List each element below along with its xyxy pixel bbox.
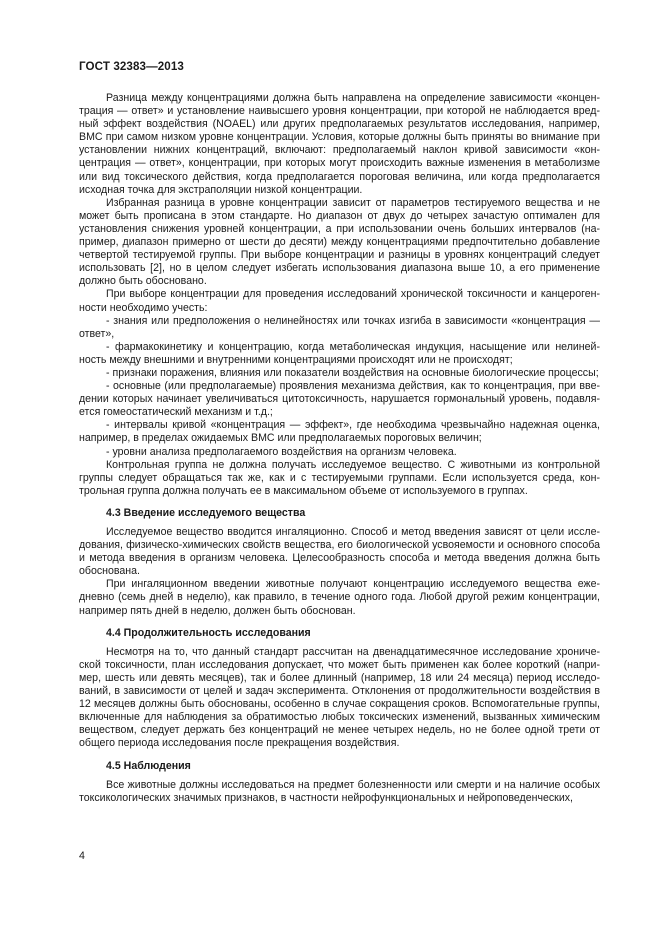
paragraph-concentration-differences: Разница между концентрациями должна быть направлена на определение зависимости «концентрация — ответ» и установление наивысшего уровня концентрации, при которой не наблюдается вредный эффект воздействия (NOAEL) или других предполагаемых результатов исследования, например, ВМС при самом низком уровне концентрации. Условия, которые должны быть приняты во внимание при установлении нижних концентраций, включают: предполагаемый наклон кривой зависимости «концентрация — ответ», концентрации, при которых могут происходить важные изменения в метаболизме или вид токсического действия, когда предполагается пороговая величина, или когда предполагается исходная точка для экстраполяции низкой концентрации.: [79, 92, 600, 196]
list-item: - фармакокинетику и концентрацию, когда метаболическая индукция, насыщение или нелинейность между внешними и внутренними концентрациями происходят или не происходят;: [79, 340, 600, 366]
section-heading-4-3: 4.3 Введение исследуемого вещества: [106, 506, 306, 519]
document-body: [79, 92, 600, 805]
paragraph-concentration-range: Избранная разница в уровне концентрации зависит от параметров тестируемого вещества и не может быть прописана в этом стандарте. Но диапазон от двух до четырех зачастую оптимален для установления снижения уровней концентрации, а при использовании очень больших интервалов (например, диапазон примерно от шести до десяти) между концентрациями предпочтительно добавление четвертой тестируемой группы. При выборе концентрации и разницы в уровнях концентраций следует использовать [2], но в целом следует избегать использования диапазона выше 10, а его применение должно быть обосновано.: [79, 196, 600, 288]
page-number: 4: [79, 850, 85, 862]
paragraph-observations: Все животные должны исследоваться на предмет болезненности или смерти и на наличие особых токсикологических значимых признаков, в частности нейрофункциональных и нейроповеденческих,: [79, 778, 600, 804]
list-item: - признаки поражения, влияния или показатели воздействия на основные биологические процессы;: [106, 366, 599, 379]
paragraph-control-group: Контрольная группа не должна получать исследуемое вещество. С животными из контрольной группы следует обращаться так же, как и с тестируемыми группами. Если используется среда, контрольная группа должна получать ее в максимальном объеме от используемого в группах.: [79, 458, 600, 497]
paragraph-study-duration: Несмотря на то, что данный стандарт рассчитан на двенадцатимесячное исследование хронической токсичности, план исследования допускает, что может быть применен как более короткий (например, шесть или девять месяцев), так и более длинный (например, 18 или 24 месяца) период исследований, в зависимости от целей и задач эксперимента. Отклонения от продолжительности воздействия в 12 месяцев должны быть обоснованы, особенно в случае сокращения сроков. Вспомогательные группы, включенные для наблюдения за обратимостью любых токсических изменений, вызванных химическим веществом, следует держать без концентраций не менее четырех недель, но не более одной трети от общего периода исследования после прекращения воздействия.: [79, 645, 600, 750]
paragraph-selection-criteria: При выборе концентрации для проведения исследований хронической токсичности и канцерогенности необходимо учесть:: [79, 288, 600, 314]
paragraph-administration-method: Исследуемое вещество вводится ингаляционно. Способ и метод введения зависят от цели исследования, физическо-химических свойств вещества, его биологической усвояемости и основного способа и метода введения в организм человека. Целесообразность способа и метода введения должна быть обоснована.: [79, 526, 600, 578]
list-item: - уровни анализа предполагаемого воздействия на организм человека.: [106, 445, 457, 458]
section-heading-4-4: 4.4 Продолжительность исследования: [106, 626, 311, 639]
section-heading-4-5: 4.5 Наблюдения: [106, 759, 191, 772]
list-item: - интервалы кривой «концентрация — эффект», где необходима чрезвычайно надежная оценка, например, в пределах ожидаемых ВМС или предполагаемых пороговых величин;: [79, 419, 600, 445]
document-code-header: ГОСТ 32383—2013: [79, 60, 184, 73]
paragraph-inhalation-regime: При ингаляционном введении животные получают концентрацию исследуемого вещества ежедневно (семь дней в неделю), как правило, в течение одного года. Любой другой режим концентрации, например пять дней в неделю, должен быть обоснован.: [79, 578, 600, 617]
list-item: - основные (или предполагаемые) проявления механизма действия, как то концентрация, при введении которых начинает увеличиваться цитотоксичность, нарушается гормональный уровень, подавляется гомеостатический механизм и т.д.;: [79, 380, 600, 419]
list-item: - знания или предположения о нелинейностях или точках изгиба в зависимости «концентрация — ответ»,: [79, 314, 600, 340]
